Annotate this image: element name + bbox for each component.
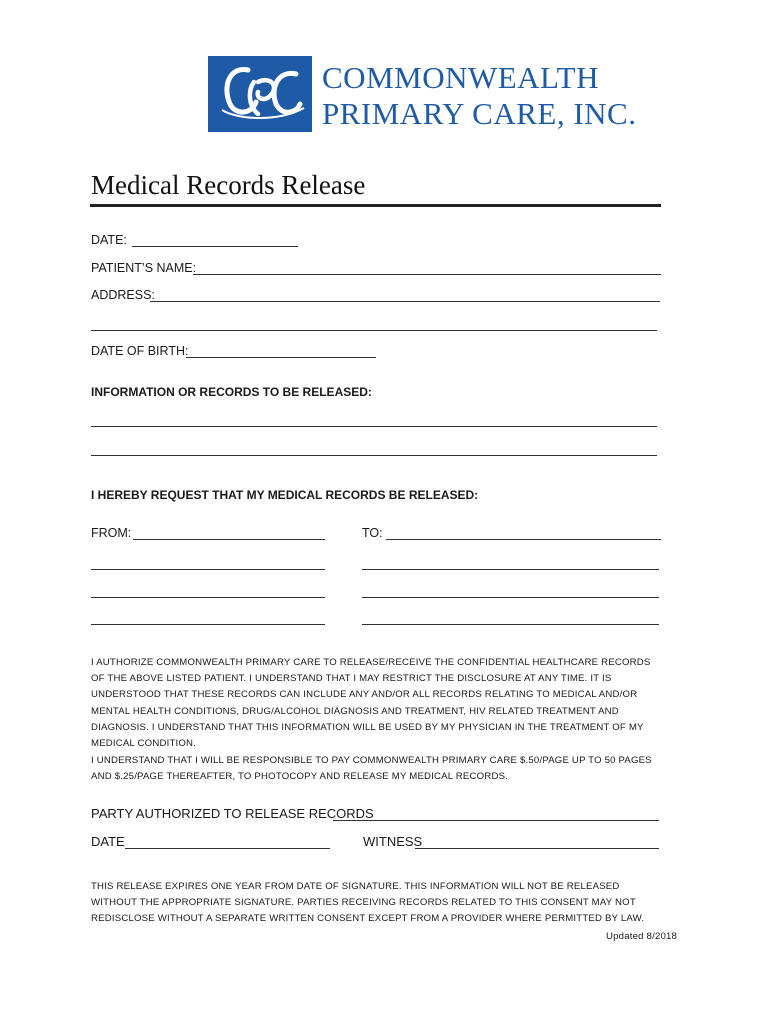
- patient-name-label: PATIENT’S NAME:: [91, 261, 197, 275]
- authorization-paragraph: I AUTHORIZE COMMONWEALTH PRIMARY CARE TO RELEASE/RECEIVE THE CONFIDENTIAL HEALTHCARE RECORDS OF THE ABOVE LISTED PATIENT. I UNDERSTAND THAT I MAY RESTRICT THE DISCLOSURE AT ANY TIME. IT IS UNDERSTOOD THAT THESE RECORDS CAN INCLUDE ANY AND/OR ALL RECORDS RELATING TO MEDICAL AND/OR MENTAL HEALTH CONDITIONS, DRUG/ALCOHOL DIAGNOSIS AND TREATMENT, HIV RELATED TREATMENT AND DIAGNOSIS. I UNDERSTAND THAT THIS INFORMATION WILL BE USED BY MY PHYSICIAN IN THE TREATMENT OF MY MEDICAL CONDITION.: [91, 657, 651, 750]
- info-field-line-2[interactable]: [91, 455, 657, 456]
- payment-paragraph: I UNDERSTAND THAT I WILL BE RESPONSIBLE TO PAY COMMONWEALTH PRIMARY CARE $.50/PAGE UP TO 50 PAGES AND $.25/PAGE THEREAFTER, TO PHOTOCOPY AND RELEASE MY MEDICAL RECORDS.: [91, 755, 652, 783]
- to-field-line-2[interactable]: [362, 569, 659, 570]
- dob-field[interactable]: [186, 357, 376, 358]
- from-field-line-3[interactable]: [91, 597, 325, 598]
- from-field-line-1[interactable]: [133, 539, 325, 540]
- patient-name-field[interactable]: [193, 274, 661, 275]
- to-field-line-3[interactable]: [362, 597, 659, 598]
- from-label: FROM:: [91, 526, 132, 540]
- logo-line-1: COMMONWEALTH: [322, 60, 599, 95]
- to-label: TO:: [362, 526, 383, 540]
- cpc-monogram-icon: [208, 56, 312, 132]
- address-field-line-1[interactable]: [150, 301, 660, 302]
- dob-label: DATE OF BIRTH:: [91, 344, 189, 358]
- address-field-line-2[interactable]: [91, 330, 657, 331]
- date-label: DATE:: [91, 233, 127, 247]
- to-field-line-4[interactable]: [362, 624, 659, 625]
- date-field[interactable]: [132, 246, 298, 247]
- witness-label: WITNESS: [363, 834, 423, 849]
- updated-date: Updated 8/2018: [606, 931, 678, 942]
- expiry-paragraph: THIS RELEASE EXPIRES ONE YEAR FROM DATE OF SIGNATURE. THIS INFORMATION WILL NOT BE RELEASED WITHOUT THE APPROPRIATE SIGNATURE. PARTIES RECEIVING RECORDS RELATED TO THIS CONSENT MAY NOT REDISCLOSE WITHOUT A SEPARATE WRITTEN CONSENT EXCEPT FROM A PROVIDER WHERE PERMITTED BY LAW.: [91, 881, 645, 925]
- witness-field[interactable]: [415, 848, 659, 849]
- page-title: Medical Records Release: [91, 170, 366, 200]
- party-authorized-field[interactable]: [333, 820, 659, 821]
- to-field-line-1[interactable]: [386, 539, 661, 540]
- from-field-line-2[interactable]: [91, 569, 325, 570]
- info-field-line-1[interactable]: [91, 426, 657, 427]
- signature-date-field[interactable]: [125, 848, 330, 849]
- logo-line-2: PRIMARY CARE, INC.: [322, 96, 637, 131]
- request-heading: I HEREBY REQUEST THAT MY MEDICAL RECORDS BE RELEASED:: [91, 488, 479, 502]
- party-authorized-label: PARTY AUTHORIZED TO RELEASE RECORDS: [91, 806, 374, 821]
- address-label: ADDRESS:: [91, 288, 155, 302]
- info-heading: INFORMATION OR RECORDS TO BE RELEASED:: [91, 385, 372, 399]
- signature-date-label: DATE: [91, 834, 125, 849]
- title-divider: [90, 204, 661, 207]
- logo-mark: [208, 56, 312, 132]
- from-field-line-4[interactable]: [91, 624, 325, 625]
